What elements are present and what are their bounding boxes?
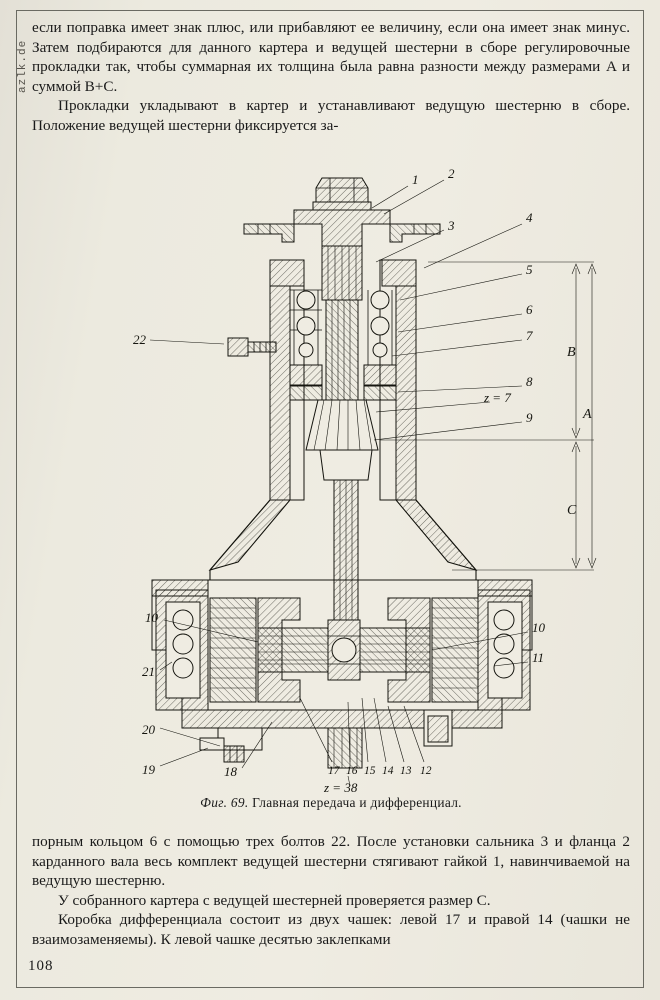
dimension-label-a: A bbox=[583, 407, 592, 422]
callout-2: 2 bbox=[448, 166, 455, 181]
callout-4: 4 bbox=[526, 210, 533, 225]
callout-3: 3 bbox=[448, 218, 455, 233]
paragraph-bottom-3: Коробка дифференциала состоит из двух чашек: левой 17 и правой 14 (чашки не взаимозаменяемы). К левой чашке десятью заклепками bbox=[32, 911, 630, 948]
page-number: 108 bbox=[28, 958, 54, 974]
callout-17: 17 bbox=[328, 765, 340, 777]
annotation-z38: z = 38 bbox=[324, 780, 358, 795]
callout-22: 22 bbox=[133, 332, 146, 347]
callout-1: 1 bbox=[412, 172, 419, 187]
callout-19: 19 bbox=[142, 762, 155, 777]
figure-main-drive-differential bbox=[32, 150, 630, 810]
callout-21: 21 bbox=[142, 664, 155, 679]
side-stamp: azlk.de bbox=[17, 39, 29, 93]
differential-assembly bbox=[152, 450, 532, 768]
callout-8: 8 bbox=[526, 374, 533, 389]
annotation-z7: z = 7 bbox=[484, 390, 511, 405]
callout-18: 18 bbox=[224, 764, 237, 779]
callout-5: 5 bbox=[526, 262, 533, 277]
callout-11: 11 bbox=[532, 650, 545, 665]
callout-9: 9 bbox=[526, 410, 533, 425]
figure-caption-number: Фиг. 69. bbox=[200, 795, 249, 810]
callout-10-right: 10 bbox=[532, 620, 545, 635]
callout-13: 13 bbox=[400, 765, 412, 777]
bottom-text-block bbox=[32, 832, 630, 949]
paragraph-bottom-1: порным кольцом 6 с помощью трех болтов 22. После установки сальника 3 и фланца 2 карданного вала весь комплект ведущей шестерни стягивают гайкой 1, навинчиваемой на ведущую шестерню. bbox=[32, 833, 630, 889]
callout-10-left: 10 bbox=[145, 610, 158, 625]
figure-caption-text: Главная передача и дифференциал. bbox=[252, 795, 462, 810]
callout-7: 7 bbox=[526, 328, 533, 343]
callout-15: 15 bbox=[364, 765, 376, 777]
callout-12: 12 bbox=[420, 765, 432, 777]
callout-16: 16 bbox=[346, 765, 358, 777]
callout-14: 14 bbox=[382, 765, 394, 777]
locking-bolt-22 bbox=[228, 338, 276, 356]
dimension-label-c: C bbox=[567, 503, 577, 518]
callout-20: 20 bbox=[142, 722, 155, 737]
dimension-label-b: B bbox=[567, 345, 576, 360]
paragraph-top-2: Прокладки укладывают в картер и устанавливают ведущую шестерню в сборе. Положение ведущей шестерни фиксируется за- bbox=[32, 97, 630, 134]
top-text-block bbox=[32, 18, 630, 135]
callout-6: 6 bbox=[526, 302, 533, 317]
paragraph-bottom-2: У собранного картера с ведущей шестерней проверяется размер C. bbox=[58, 891, 491, 909]
figure-caption bbox=[32, 795, 630, 811]
paragraph-top-1: если поправка имеет знак плюс, или прибавляют ее величину, если она имеет знак минус. Затем подбираются для данного картера и ведущей шестерни в сборе регулировочные прокладки так, чтобы суммарная их толщина была равна разности между размерами A и суммой B+C. bbox=[32, 19, 630, 95]
